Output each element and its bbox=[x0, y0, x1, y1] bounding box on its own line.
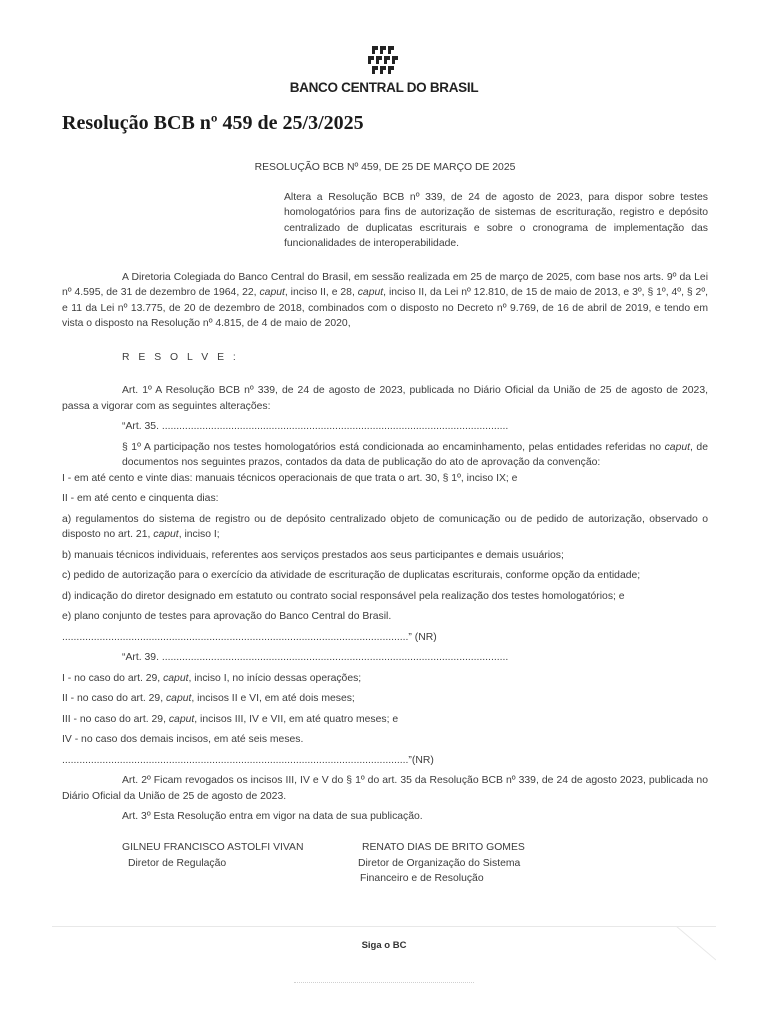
article-1: Art. 1º A Resolução BCB nº 339, de 24 de agosto de 2023, publicada no Diário Oficial da União de 25 de agosto de 2023, passa a vigorar com as seguintes alterações: bbox=[62, 385, 708, 412]
preamble: A Diretoria Colegiada do Banco Central do Brasil, em sessão realizada em 25 de março de 2025, com base nos arts. 9º da Lei nº 4.595, de 31 de dezembro de 1964, 22, caput, inciso II, e 28, caput, inciso II, da Lei nº 12.810, de 15 de maio de 2013, e 3º, § 1º, 4º, § 2º, e 11 da Lei nº 13.775, de 20 de dezembro de 2018, combinados com o disposto no Decreto nº 9.769, de 16 de abril de 2019, e tendo em vista o disposto na Resolução nº 4.815, de 4 de maio de 2020, bbox=[62, 271, 708, 329]
amendments-block bbox=[122, 419, 708, 471]
footer-faint-text bbox=[0, 970, 768, 974]
article-3: Art. 3º Esta Resolução entra em vigor na data de sua publicação. bbox=[122, 811, 423, 822]
art35-alinea-d: d) indicação do diretor designado em estatuto ou contrato social responsável pela realização dos testes homologatórios; e bbox=[62, 590, 625, 602]
art39-inciso-ii: II - no caso do art. 29, caput, incisos II e VI, em até dois meses; bbox=[62, 693, 355, 704]
art35-heading: “Art. 35. ........................................................................................................................ bbox=[122, 421, 509, 432]
art35-alinea-c: c) pedido de autorização para o exercício da atividade de escrituração de duplicatas escriturais, conforme opção da entidade; bbox=[62, 570, 641, 581]
bcb-logo-icon bbox=[366, 44, 402, 78]
institution-name: BANCO CENTRAL DO BRASIL bbox=[289, 80, 479, 95]
signature-right bbox=[358, 840, 658, 887]
signature-left bbox=[122, 840, 352, 871]
art35-alinea-a: a) regulamentos do sistema de registro ou de depósito centralizado objeto de comunicação ou de pedido de autorização, observado o disposto no art. 21, caput, inciso I; bbox=[62, 513, 708, 540]
art35-inciso-i: I - em até cento e vinte dias: manuais técnicos operacionais de que trata o art. 30, § 1º, inciso IX; e bbox=[62, 472, 518, 484]
ementa: Altera a Resolução BCB nº 339, de 24 de agosto de 2023, para dispor sobre testes homologatórios para fins de autorização de sistemas de escrituração, registro e depósito centralizado de duplicatas escriturais e sobre o cronograma de implementação das funcionalidades de interoperabilidade. bbox=[284, 191, 708, 249]
art35-alinea-b: b) manuais técnicos individuais, referentes aos serviços prestados aos seus participantes e demais usuários; bbox=[62, 549, 564, 561]
page-title: Resolução BCB nº 459 de 25/3/2025 bbox=[62, 112, 364, 134]
art35-alinea-e: e) plano conjunto de testes para aprovação do Banco Central do Brasil. bbox=[62, 611, 392, 622]
art39-inciso-i: I - no caso do art. 29, caput, inciso I, no início dessas operações; bbox=[62, 672, 362, 684]
bcb-logo bbox=[284, 44, 484, 95]
footer-divider bbox=[52, 926, 716, 927]
article-2: Art. 2º Ficam revogados os incisos III, IV e V do § 1º do art. 35 da Resolução BCB nº 339, de 24 de agosto 2023, publicada no Diário Oficial da União de 25 de agosto de 2023. bbox=[62, 775, 708, 802]
signer-role-line-2: Financeiro e de Resolução bbox=[360, 873, 484, 884]
signer-role-line-1: Diretor de Organização do Sistema bbox=[358, 857, 521, 869]
art35-nr: ........................................................................................................................” (NR) bbox=[62, 631, 437, 643]
signer-name: RENATO DIAS DE BRITO GOMES bbox=[362, 842, 525, 853]
art39-nr: ........................................................................................................................”(NR) bbox=[62, 754, 434, 766]
signer-name: GILNEU FRANCISCO ASTOLFI VIVAN bbox=[122, 842, 304, 853]
document-subtitle: RESOLUÇÃO BCB Nº 459, DE 25 DE MARÇO DE 2025 bbox=[254, 162, 516, 173]
art35-inciso-ii: II - em até cento e cinquenta dias: bbox=[62, 493, 219, 504]
resolve-heading: R E S O L V E : bbox=[122, 351, 239, 363]
art39-inciso-iv: IV - no caso dos demais incisos, em até seis meses. bbox=[62, 734, 304, 745]
document-body bbox=[62, 160, 708, 825]
art39-inciso-iii: III - no caso do art. 29, caput, incisos III, IV e VII, em até quatro meses; e bbox=[62, 713, 399, 725]
art35-paragraph-1: § 1º A participação nos testes homologatórios está condicionada ao encaminhamento, pelas entidades referidas no caput, de documentos nos seguintes prazos, contados da data de publicação do ato de aprovação da convenção: bbox=[122, 441, 708, 468]
art39-heading: “Art. 39. ........................................................................................................................ bbox=[122, 652, 509, 663]
follow-bc-link[interactable]: Siga o BC bbox=[361, 940, 407, 951]
signer-role: Diretor de Regulação bbox=[128, 857, 227, 869]
